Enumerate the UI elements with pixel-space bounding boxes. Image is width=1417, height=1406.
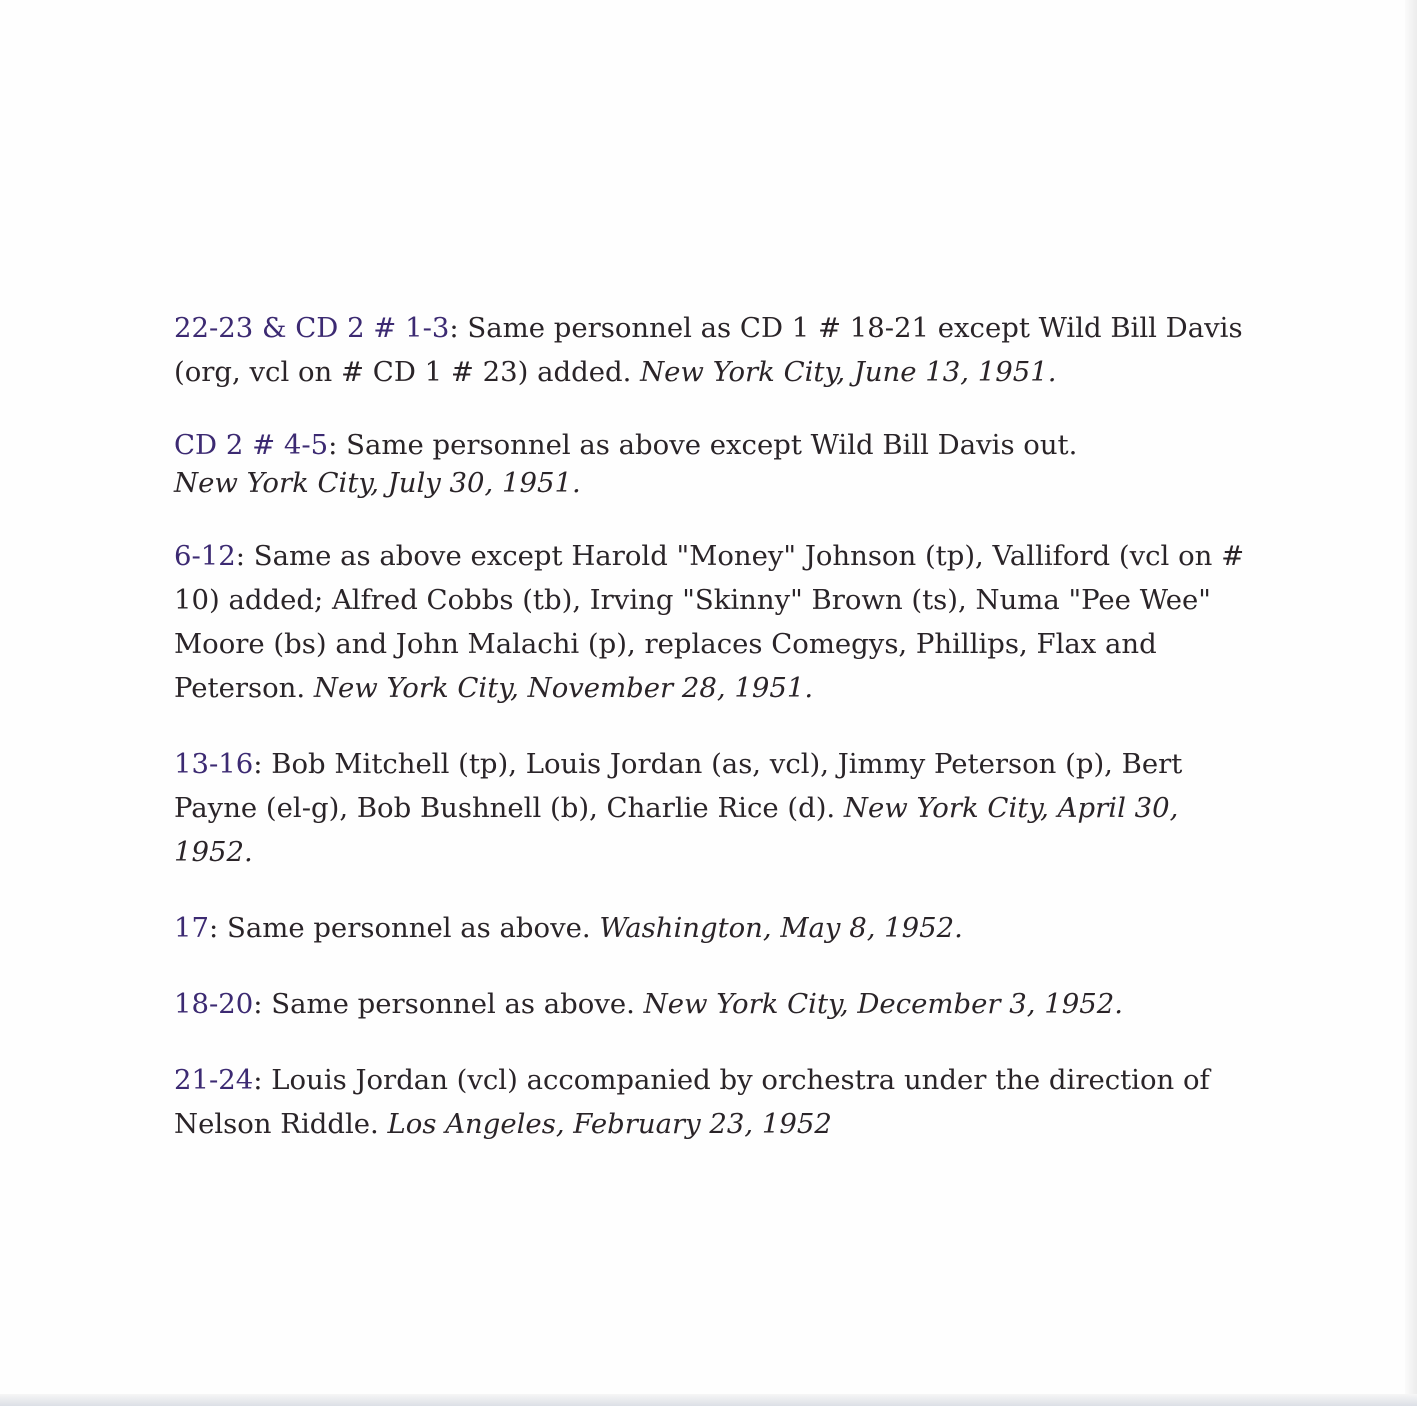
session-details: : Same as above except Harold "Money" Johnson (tp), Valliford (vcl on # 10) added; Alfred Cobbs (tb), Irving "Skinny" Brown (ts), Numa "Pee Wee" Moore (bs) and John Malachi (p), replaces Comegys, Phillips, Flax and Peterson.: [174, 540, 1245, 704]
session-place-date: Los Angeles, February 23, 1952: [387, 1108, 832, 1140]
session-details: : Bob Mitchell (tp), Louis Jordan (as, vcl), Jimmy Peterson (p), Bert Payne (el-g), Bob Bushnell (b), Charlie Rice (d).: [174, 748, 1183, 824]
session-label: 17: [174, 912, 209, 944]
session-details: : Same personnel as above except Wild Bill Davis out.: [328, 429, 1078, 461]
session-place-date: New York City, December 3, 1952.: [643, 988, 1123, 1020]
session-details: : Louis Jordan (vcl) accompanied by orchestra under the direction of Nelson Riddle.: [174, 1064, 1210, 1140]
page-edge-right: [1405, 0, 1417, 1406]
session-label: 18-20: [174, 988, 254, 1020]
session-place-date: New York City, November 28, 1951.: [313, 672, 814, 704]
session-label: CD 2 # 4-5: [174, 429, 329, 461]
session-entry: [174, 1058, 1264, 1146]
session-entry: [174, 906, 1264, 950]
session-entry: [174, 534, 1264, 710]
session-details: : Same personnel as CD 1 # 18-21 except Wild Bill Davis (org, vcl on # CD 1 # 23) added.: [174, 312, 1243, 388]
session-entry: [174, 306, 1264, 394]
session-details: : Same personnel as above.: [253, 988, 644, 1020]
session-details: : Same personnel as above.: [209, 912, 600, 944]
page-edge-bottom: [0, 1394, 1417, 1406]
session-label: 6-12: [174, 540, 236, 572]
session-entry: [174, 742, 1264, 874]
session-place-date: Washington, May 8, 1952.: [599, 912, 963, 944]
session-label: 13-16: [174, 748, 254, 780]
session-label: 22-23 & CD 2 # 1-3: [174, 312, 450, 344]
session-place-date: New York City, April 30, 1952.: [174, 792, 1179, 868]
session-entry: [174, 426, 1264, 502]
session-place-date: New York City, June 13, 1951.: [640, 356, 1057, 388]
session-place-date: New York City, July 30, 1951.: [174, 467, 581, 499]
session-label: 21-24: [174, 1064, 254, 1096]
discography-notes: [174, 306, 1264, 1178]
session-entry: [174, 982, 1264, 1026]
